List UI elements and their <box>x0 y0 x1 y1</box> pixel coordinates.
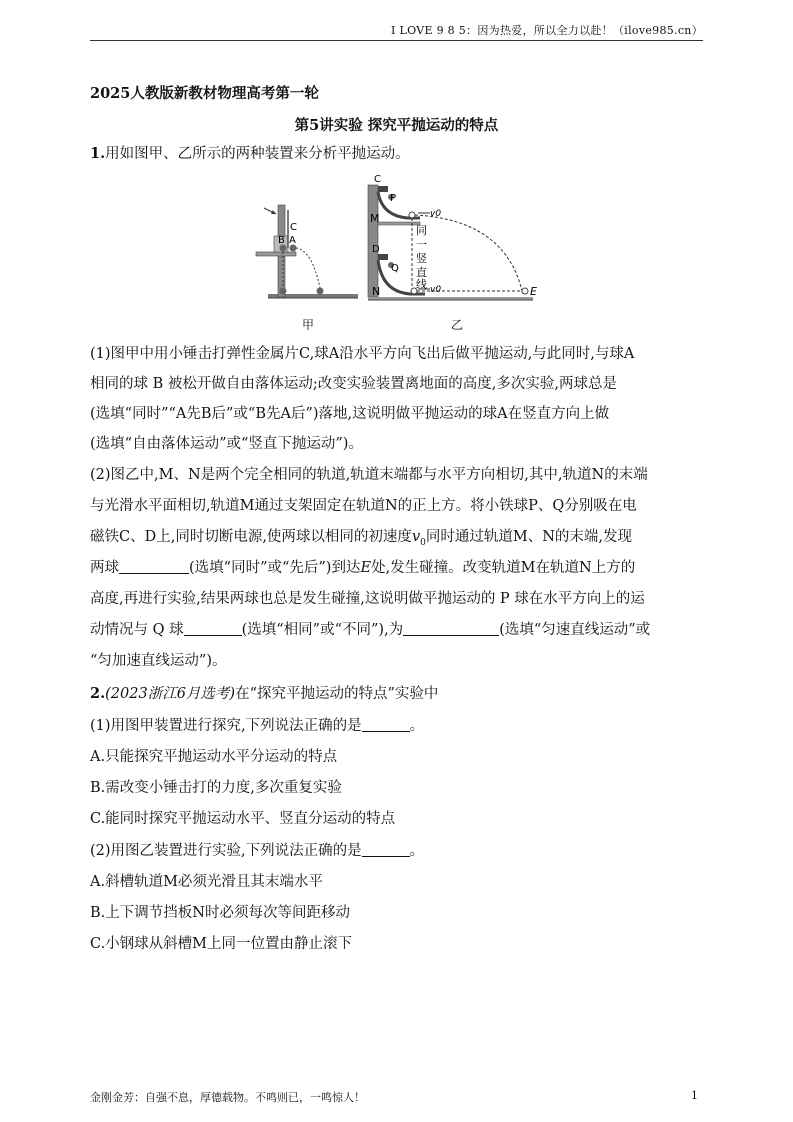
q1-part1-line1: (1)图甲中用小锤击打弹性金属片C,球A沿水平方向飞出后做平抛运动,与此同时,与球A <box>90 346 635 362</box>
q1-part1-line2: 相同的球 B 被松开做自由落体运动;改变实验装置离地面的高度,多次实验,两球总是 <box>90 376 617 392</box>
yi-label-c: C <box>374 174 381 185</box>
q2-sub1-option-a: A.只能探究平抛运动水平分运动的特点 <box>90 749 338 765</box>
q1-stem <box>90 144 410 164</box>
q1-part2-line6: 动情况与 Q 球 (选填“相同”或“不同”),为 (选填“匀速直线运动”或 <box>90 622 651 638</box>
caption-yi: 乙 <box>451 318 464 332</box>
q1-part1-line3: (选填“同时”“A先B后”或“B先A后”)落地,这说明做平抛运动的球A在竖直方向上做 <box>90 406 610 422</box>
yi-vertical-3: 竖 <box>416 252 427 265</box>
figure-apparatus <box>250 170 550 332</box>
caption-jia: 甲 <box>302 318 315 332</box>
q2-sub2-option-c: C.小钢球从斜槽M上同一位置由静止滚下 <box>90 936 353 952</box>
page-footer: 金刚金芳：自强不息，厚德载物。不鸣则已，一鸣惊人！ <box>90 1091 365 1104</box>
answer-blank-3[interactable] <box>403 621 499 636</box>
q1-part2-line2: 与光滑水平面相切,轨道M通过支架固定在轨道N的正上方。将小铁球P、Q分别吸在电 <box>90 498 637 514</box>
figure-jia <box>256 205 358 298</box>
yi-label-m: M <box>370 212 380 225</box>
yi-vertical-5: 线 <box>416 278 427 291</box>
q1-part2-line1: (2)图乙中,M、N是两个完全相同的轨道,轨道末端都与水平方向相切,其中,轨道N的末端 <box>90 467 648 483</box>
jia-label-b: B <box>278 235 285 246</box>
q1-part2-line4: 两球 (选填“同时”或“先后”)到达E处,发生碰撞。改变轨道M在轨道N上方的 <box>90 560 636 576</box>
q2-stem-text: 在“探究平抛运动的特点”实验中 <box>235 686 439 702</box>
q1-part2-line7: “匀加速直线运动”)。 <box>90 653 227 669</box>
q1-stem-text: 用如图甲、乙所示的两种装置来分析平抛运动。 <box>105 146 410 162</box>
answer-blank-5[interactable] <box>362 842 410 857</box>
q2-sub1-option-c: C.能同时探究平抛运动水平、竖直分运动的特点 <box>90 811 396 827</box>
answer-blank-1[interactable] <box>119 559 189 574</box>
jia-trajectory <box>296 248 320 288</box>
figure-svg <box>250 170 550 332</box>
jia-label-c: C <box>290 222 297 233</box>
yi-label-d: D <box>372 244 380 255</box>
q2-source: (2023浙江6月选考) <box>105 686 236 702</box>
page-header: I LOVE 9 8 5：因为热爱，所以全力以赴！（ilove985.cn） <box>90 22 703 41</box>
yi-board <box>368 185 381 298</box>
q2-sub2: (2)用图乙装置进行实验,下列说法正确的是 。 <box>90 843 425 859</box>
q1-part2-line3: 磁铁C、D上,同时切断电源,使两球以相同的初速度$v_0$同时通过轨道M、N的末端,发现 <box>90 529 633 548</box>
q1-number: 1. <box>90 145 106 162</box>
q2-sub1: (1)用图甲装置进行探究,下列说法正确的是 。 <box>90 718 425 734</box>
yi-label-v0-bottom: v0 <box>430 285 442 295</box>
yi-trajectory <box>415 215 522 291</box>
q2-sub2-option-b: B.上下调节挡板N时必须每次等间距移动 <box>90 905 350 921</box>
answer-blank-2[interactable] <box>184 621 242 636</box>
figure-yi <box>368 174 537 300</box>
q2-sub2-option-a: A.斜槽轨道M必须光滑且其末端水平 <box>90 874 323 890</box>
jia-label-a: A <box>289 235 296 246</box>
yi-vertical-1: 同 <box>416 224 427 237</box>
yi-point-e <box>522 288 528 294</box>
yi-vertical-2: 一 <box>416 238 427 251</box>
yi-vertical-4: 直 <box>416 266 427 279</box>
page-number: 1 <box>691 1089 698 1102</box>
yi-label-e: E <box>530 285 537 298</box>
doc-title: 2025人教版新教材物理高考第一轮 <box>90 85 319 102</box>
q2-stem <box>90 684 438 704</box>
yi-label-q: Q <box>391 263 399 274</box>
yi-label-n: N <box>372 285 381 298</box>
yi-magnet-c <box>378 186 388 192</box>
answer-blank-4[interactable] <box>362 717 410 732</box>
lesson-title: 第5讲实验 探究平抛运动的特点 <box>294 117 499 134</box>
q1-part1-line4: (选填“自由落体运动”或“竖直下抛运动”)。 <box>90 436 363 452</box>
jia-platform <box>256 252 296 256</box>
yi-label-v0-top: v0 <box>430 209 442 219</box>
q2-sub1-option-b: B.需改变小锤击打的力度,多次重复实验 <box>90 780 342 796</box>
yi-label-p: P <box>390 193 397 204</box>
q2-number: 2. <box>90 685 106 702</box>
q1-part2-line5: 高度,再进行实验,结果两球也总是发生碰撞,这说明做平抛运动的 P 球在水平方向上的运 <box>90 591 645 607</box>
